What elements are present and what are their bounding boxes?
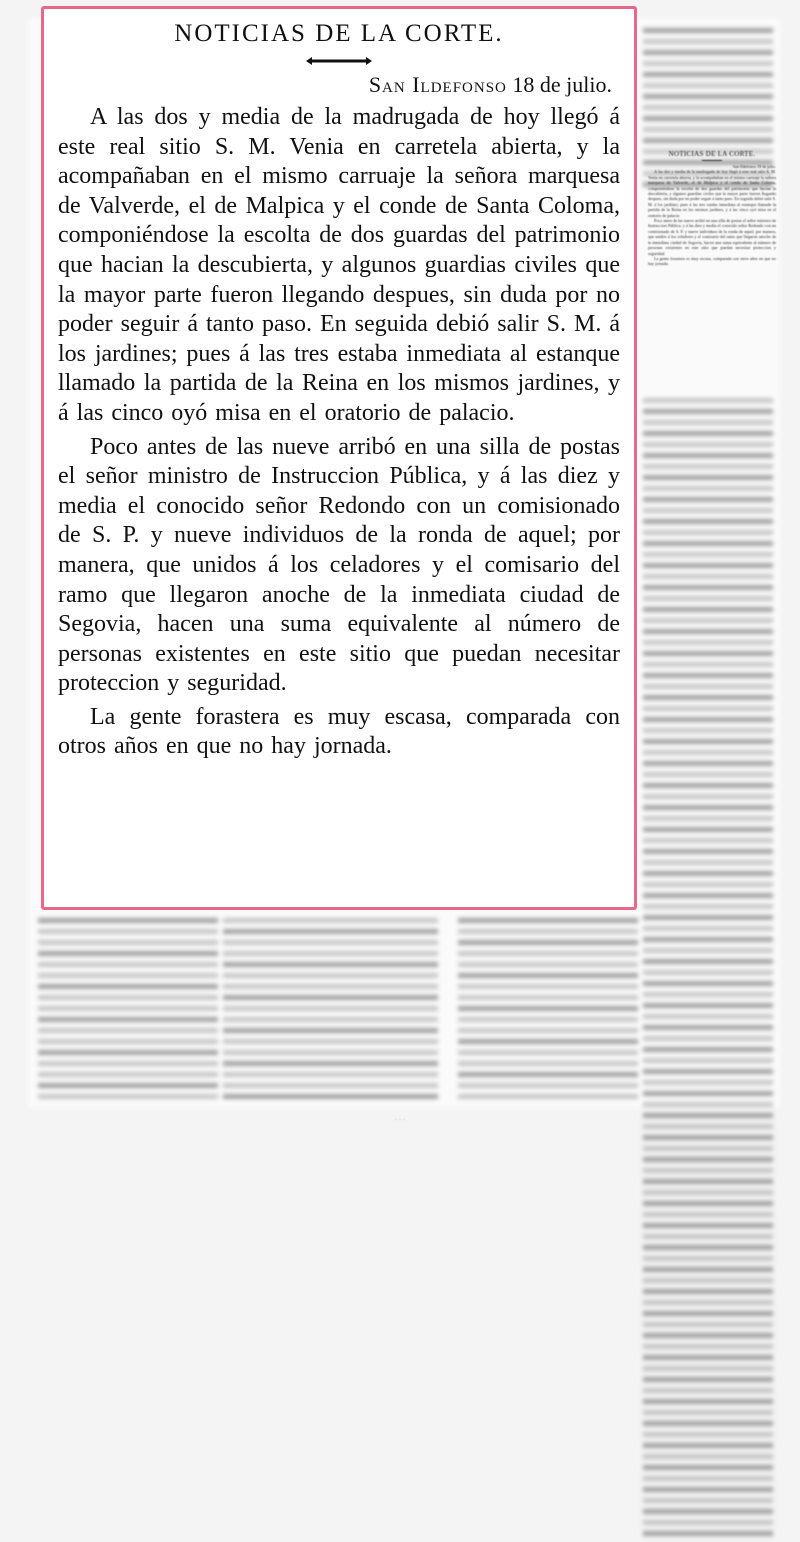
- section-title: NOTICIAS DE LA CORTE.: [174, 20, 504, 47]
- thumbnail-date: 18 de julio.: [757, 164, 776, 169]
- footer-watermark: · · ·: [394, 1116, 406, 1124]
- highlighted-article: [41, 6, 637, 910]
- ornamental-rule-icon: [304, 55, 374, 67]
- thumbnail-paragraph: A las dos y media de la madrugada de hoy llegó á este real sitio S. M. Venia en carretela abierta, y la acompañaban en el mismo carruaje la señora marquesa de Valverde, el de Malpica y el conde de Santa Coloma, componiéndose la escolta de dos guardas del patrimonio que hacian la descubierta, y algunos guardias civiles que la mayor parte fueron llegando despues, sin duda por no poder seguir á tanto paso. En seguida debió salir S. M. á los jardines; pues á las tres estaba inmediata al estanque llamado la partida de la Reina en los mismos jardines, y á las cinco oyó misa en el oratorio de palacio.: [648, 169, 776, 218]
- bg-column-bottom-3: [458, 918, 638, 1105]
- bg-column-bottom-1: [38, 918, 218, 1105]
- thumbnail-paragraph: Poco antes de las nueve arribó en una silla de postas el señor ministro de Instruccion Pública, y á las diez y media el conocido señor Redondo con un comisionado de S. P. y nueve individuos de la ronda de aquel; por manera, que unidos á los celadores y el comisario del ramo que llegaron anoche de la inmediata ciudad de Segovia, hacen una suma equivalente al número de personas existentes en este sitio que puedan necesitar proteccion y seguridad.: [648, 218, 776, 256]
- thumbnail-place: San Ildefonso: [732, 164, 756, 169]
- thumbnail-title: NOTICIAS DE LA CORTE.: [668, 150, 756, 158]
- thumbnail-rule: [702, 160, 722, 161]
- article-paragraph: La gente forastera es muy escasa, comparada con otros años en que no hay jornada.: [58, 703, 620, 760]
- thumbnail-text: [648, 164, 776, 267]
- dateline-date: 18 de julio.: [512, 72, 612, 97]
- bg-column-right-bottom: [643, 398, 773, 1542]
- article-paragraph: Poco antes de las nueve arribó en una silla de postas el señor ministro de Instruccion Pública, y á las diez y media el conocido señor Redondo con un comisionado de S. P. y nueve individuos de la ronda de aquel; por manera, que unidos á los celadores y el comisario del ramo que llegaron anoche de la inmediata ciudad de Segovia, hacen una suma equivalente al número de personas existentes en este sitio que puedan necesitar proteccion y seguridad.: [58, 433, 620, 697]
- article-paragraph: A las dos y media de la madrugada de hoy llegó á este real sitio S. M. Venia en carretela abierta, y la acompañaban en el mismo carruaje la señora marquesa de Valverde, el de Malpica y el conde de Santa Coloma, componiéndose la escolta de dos guardas del patrimonio que hacian la descubierta, y algunos guardias civiles que la mayor parte fueron llegando despues, sin duda por no poder seguir á tanto paso. En seguida debió salir S. M. á los jardines; pues á las tres estaba inmediata al estanque llamado la partida de la Reina en los mismos jardines, y á las cinco oyó misa en el oratorio de palacio.: [58, 104, 620, 426]
- bg-column-bottom-2: [223, 918, 438, 1105]
- dateline-place: San Ildefonso: [368, 72, 507, 97]
- thumbnail-paragraph: La gente forastera es muy escasa, comparada con otros años en que no hay jornada.: [648, 255, 776, 267]
- dateline: [58, 71, 612, 99]
- thumbnail-article-copy: [648, 150, 776, 267]
